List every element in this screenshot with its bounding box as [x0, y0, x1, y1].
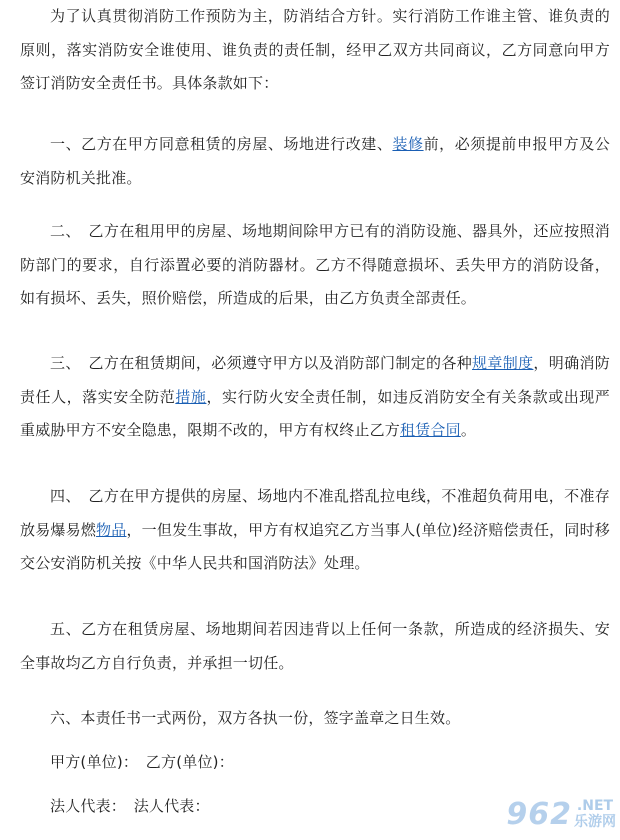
signature-party-line	[20, 746, 610, 780]
paragraph-text: 六、本责任书一式两份，双方各执一份，签字盖章之日生效。	[50, 709, 461, 727]
paragraph-text: ，一但发生事故，甲方有权追究乙方当事人(单位)经济赔偿责任，同时移交公安消防机关按《中华人民共和国消防法》处理。	[20, 520, 610, 572]
signature-representative-line	[20, 790, 610, 824]
keyword-link[interactable]: 租赁合同	[400, 421, 461, 439]
paragraph-text: ，明确消防责任人，落实安全防范	[20, 354, 610, 406]
paragraph-text: 一、乙方在甲方同意租赁的房屋、场地进行改建、	[50, 135, 393, 153]
paragraph-text: 四、 乙方在甲方提供的房屋、场地内不准乱搭乱拉电线，不准超负荷用电，不准存放易爆易燃	[20, 487, 610, 539]
paragraph-text: 三、 乙方在租赁期间，必须遵守甲方以及消防部门制定的各种	[50, 354, 473, 372]
keyword-link[interactable]: 装修	[392, 135, 424, 153]
keyword-link[interactable]: 措施	[175, 387, 207, 406]
paragraph-text: 。	[460, 421, 477, 439]
paragraph-text: ，实行防火安全责任制，如违反消防安全有关条款或出现严重威胁甲方不安全隐患，限期不改的，甲方有权终止乙方	[20, 387, 611, 439]
paragraph-text: 为了认真贯彻消防工作预防为主，防消结合方针。实行消防工作谁主管、谁负责的原则，落实消防安全谁使用、谁负责的责任制，经甲乙双方共同商议，乙方同意向甲方签订消防安全责任书。具体条款如下：	[20, 7, 610, 92]
paragraph-text: 五、乙方在租赁房屋、场地期间若因违背以上任何一条款，所造成的经济损失、安全事故均乙方自行负责，并承担一切任。	[20, 620, 610, 672]
paragraph-text: 法人代表： 法人代表：	[50, 797, 210, 815]
keyword-link[interactable]: 规章制度	[472, 354, 534, 372]
keyword-link[interactable]: 物品	[96, 520, 127, 539]
paragraph-text: 甲方(单位)： 乙方(单位)：	[50, 753, 234, 771]
watermark-suffix-top: .NET	[576, 798, 614, 814]
paragraph-clause-2	[20, 215, 610, 316]
paragraph-clause-1	[20, 128, 610, 195]
paragraph-intro	[20, 0, 610, 101]
paragraph-clause-6	[20, 702, 610, 736]
watermark-logo: 962	[506, 796, 572, 832]
paragraph-clause-3	[20, 347, 610, 448]
paragraph-clause-5	[20, 613, 610, 680]
paragraph-text: 前，必须提前申报甲方及公安消防机关批准。	[20, 135, 610, 187]
paragraph-clause-4	[20, 480, 610, 581]
watermark-suffix-bottom: 乐游网	[574, 814, 616, 830]
paragraph-text: 二、 乙方在租用甲的房屋、场地期间除甲方已有的消防设施、器具外，还应按照消防部门的要求，自行添置必要的消防器材。乙方不得随意损坏、丢失甲方的消防设备，如有损坏、丢失，照价赔偿，所造成的后果，由乙方负责全部责任。	[20, 222, 610, 307]
